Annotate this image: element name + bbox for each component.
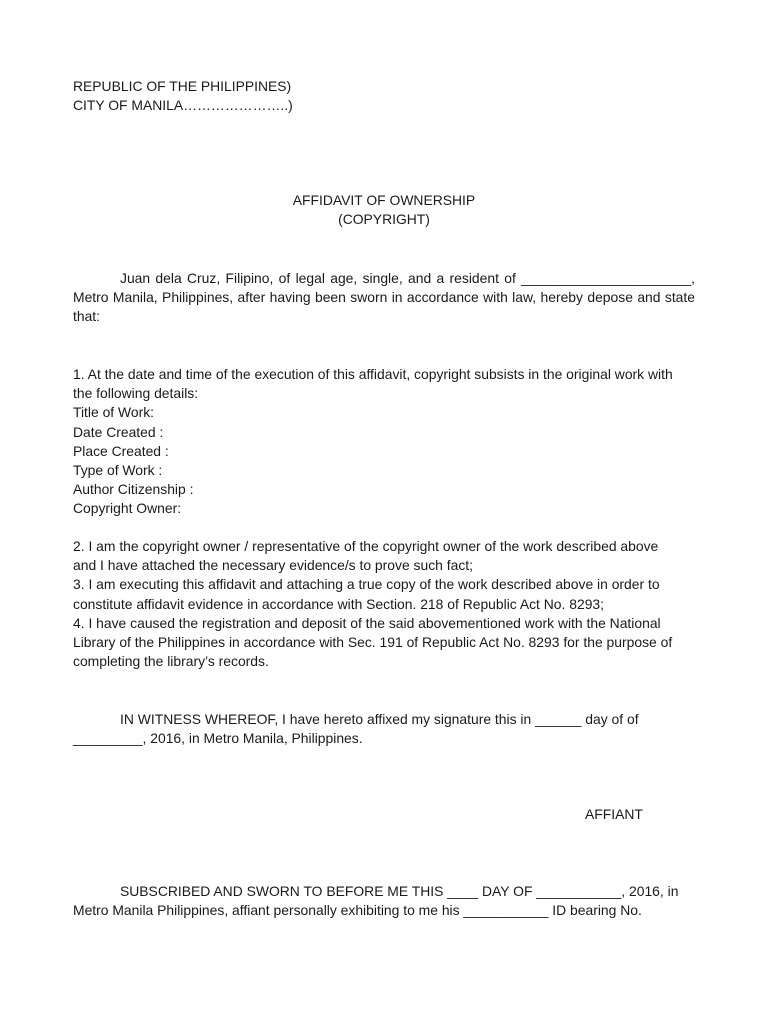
title-sub: (COPYRIGHT) (338, 211, 430, 228)
item-3-line-1: 3. I am executing this affidavit and attaching a true copy of the work described above in order to (73, 576, 660, 593)
field-date-created: Date Created : (73, 423, 164, 440)
witness-line-2: _________, 2016, in Metro Manila, Philippines. (73, 730, 363, 747)
document-title (73, 191, 695, 229)
item-3-line-2: constitute affidavit evidence in accordance with Section. 218 of Republic Act No. 8293; (73, 595, 604, 612)
item-2-line-2: and I have attached the necessary evidence/s to prove such fact; (73, 557, 473, 574)
field-place-created: Place Created : (73, 442, 169, 459)
item-4-line-1: 4. I have caused the registration and deposit of the said abovementioned work with the National (73, 614, 661, 631)
jurat-line-1: SUBSCRIBED AND SWORN TO BEFORE ME THIS ____ DAY OF ___________, 2016, in (120, 883, 679, 899)
item-1-line-1: 1. At the date and time of the execution of this affidavit, copyright subsists in the original work with (73, 366, 673, 382)
item-1-line-2: the following details: (73, 385, 199, 402)
field-copyright-owner: Copyright Owner: (73, 500, 182, 517)
item-2-line-1: 2. I am the copyright owner / representative of the copyright owner of the work described above (73, 538, 659, 554)
affiant-label: AFFIANT (585, 806, 643, 822)
jurisdiction-header (73, 77, 695, 115)
witness-line-1: IN WITNESS WHEREOF, I have hereto affixed my signature this in ______ day of of (120, 711, 639, 727)
field-type-of-work: Type of Work : (73, 462, 163, 479)
title-main: AFFIDAVIT OF OWNERSHIP (292, 192, 476, 208)
jurat-paragraph (73, 882, 695, 920)
item-4-line-3: completing the library’s records. (73, 653, 269, 670)
item-4-line-2: Library of the Philippines in accordance with Sec. 191 of Republic Act No. 8293 for the purpose of (73, 634, 673, 651)
field-title-of-work: Title of Work: (73, 404, 155, 421)
item-1 (73, 365, 695, 519)
items-2-to-4 (73, 537, 695, 671)
field-author-citizenship: Author Citizenship : (73, 481, 194, 498)
intro-paragraph: Juan dela Cruz, Filipino, of legal age, single, and a resident of ______________________, Metro Manila, Philippines, after having been sworn in accordance with law, hereby depose and state that: (73, 270, 695, 325)
header-republic-line: REPUBLIC OF THE PHILIPPINES) (73, 78, 292, 94)
jurat-line-2: Metro Manila Philippines, affiant personally exhibiting to me his ___________ ID bearing No. (73, 902, 642, 919)
witness-paragraph (73, 710, 695, 748)
header-city-line: CITY OF MANILA…………………..) (73, 97, 293, 114)
